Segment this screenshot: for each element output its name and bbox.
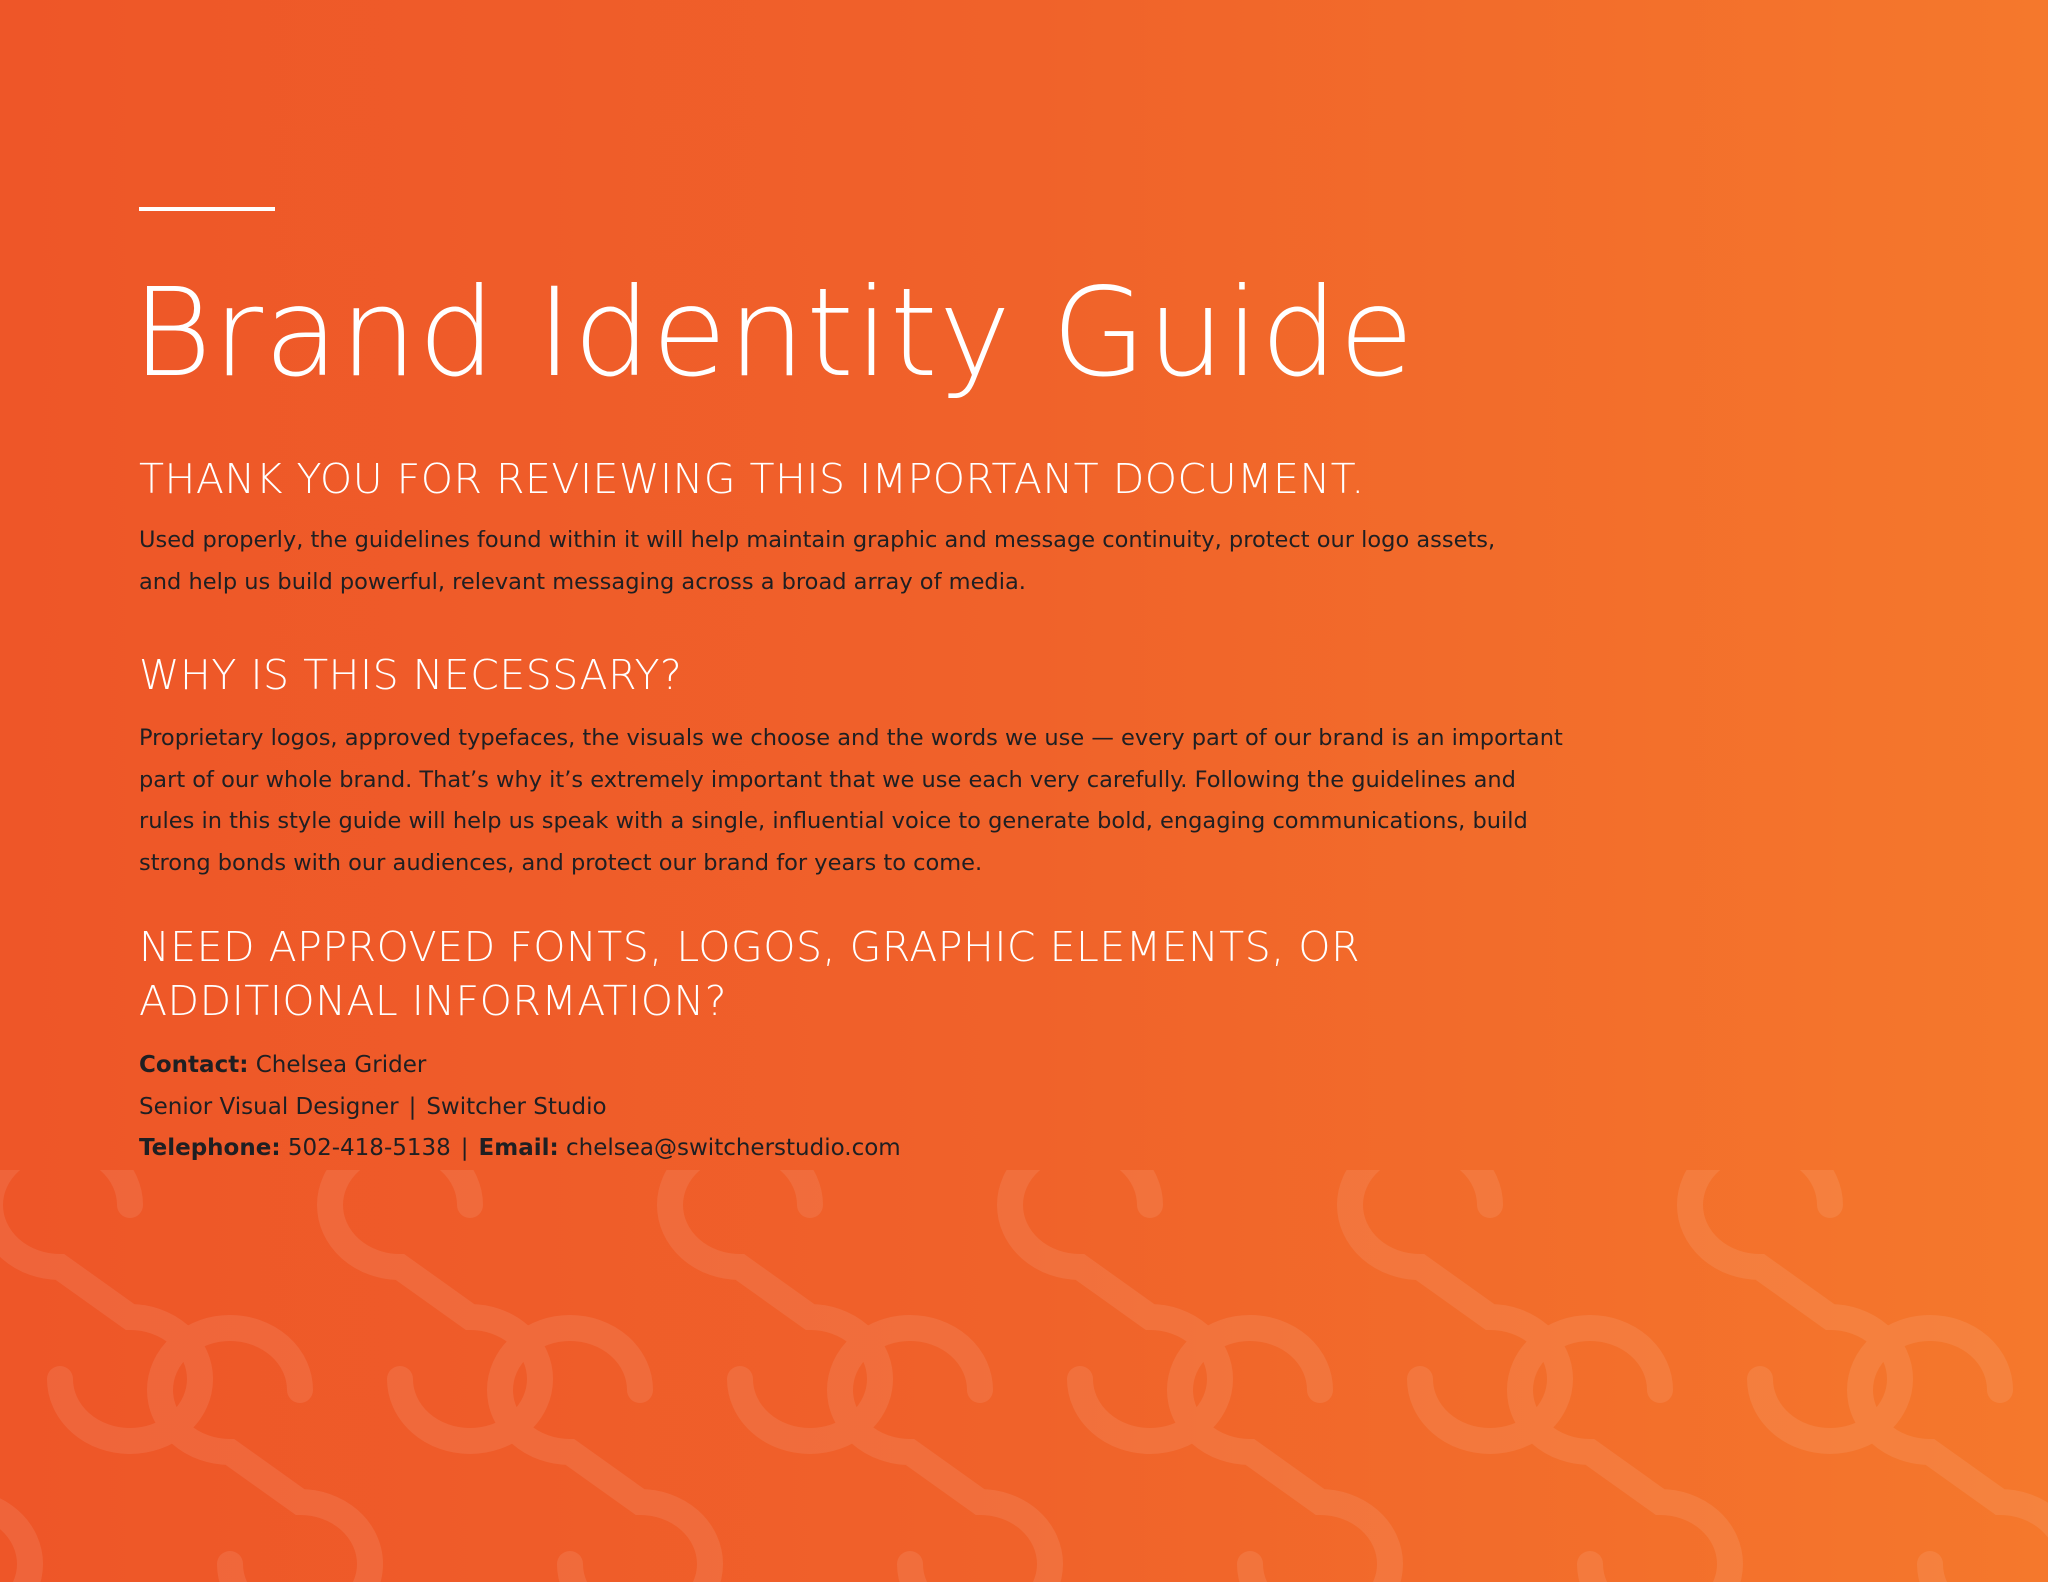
separator: | — [408, 1093, 417, 1120]
email-address[interactable]: chelsea@switcherstudio.com — [566, 1135, 901, 1161]
section-heading-why-necessary: WHY IS THIS NECESSARY? — [139, 651, 683, 699]
telephone-label: Telephone: — [139, 1135, 281, 1161]
email-label: Email: — [478, 1135, 559, 1161]
telephone-number[interactable]: 502-418-5138 — [287, 1135, 451, 1161]
section-heading-need-assets: NEED APPROVED FONTS, LOGOS, GRAPHIC ELEMENTS, OR ADDITIONAL INFORMATION? — [139, 923, 1361, 1025]
contact-label: Contact: — [139, 1052, 249, 1078]
s-logo-pattern — [0, 1170, 2048, 1582]
role-row — [139, 1087, 901, 1129]
section-body-thank-you: Used properly, the guidelines found within it will help maintain graphic and message continuity, protect our logo assets, and help us build powerful, relevant messaging across a broad array of media. — [139, 527, 1496, 595]
contact-block — [139, 1045, 901, 1170]
contact-role: Senior Visual Designer — [139, 1093, 399, 1120]
contact-row — [139, 1045, 901, 1087]
contact-company: Switcher Studio — [426, 1093, 607, 1120]
page-title: Brand Identity Guide — [132, 262, 1415, 404]
contact-name: Chelsea Grider — [255, 1052, 427, 1078]
section-heading-thank-you: THANK YOU FOR REVIEWING THIS IMPORTANT DOCUMENT. — [139, 455, 1365, 503]
accent-rule — [139, 207, 275, 211]
section-body-why-necessary: Proprietary logos, approved typefaces, the visuals we choose and the words we use — every part of our brand is an important part of our whole brand. That’s why it’s extremely important that we use each very carefully. Following the guidelines and rules in this style guide will help us speak with a single, influential voice to generate bold, engaging communications, build strong bonds with our audiences, and protect our brand for years to come. — [139, 725, 1563, 876]
phone-email-row — [139, 1128, 901, 1170]
separator: | — [460, 1135, 469, 1161]
